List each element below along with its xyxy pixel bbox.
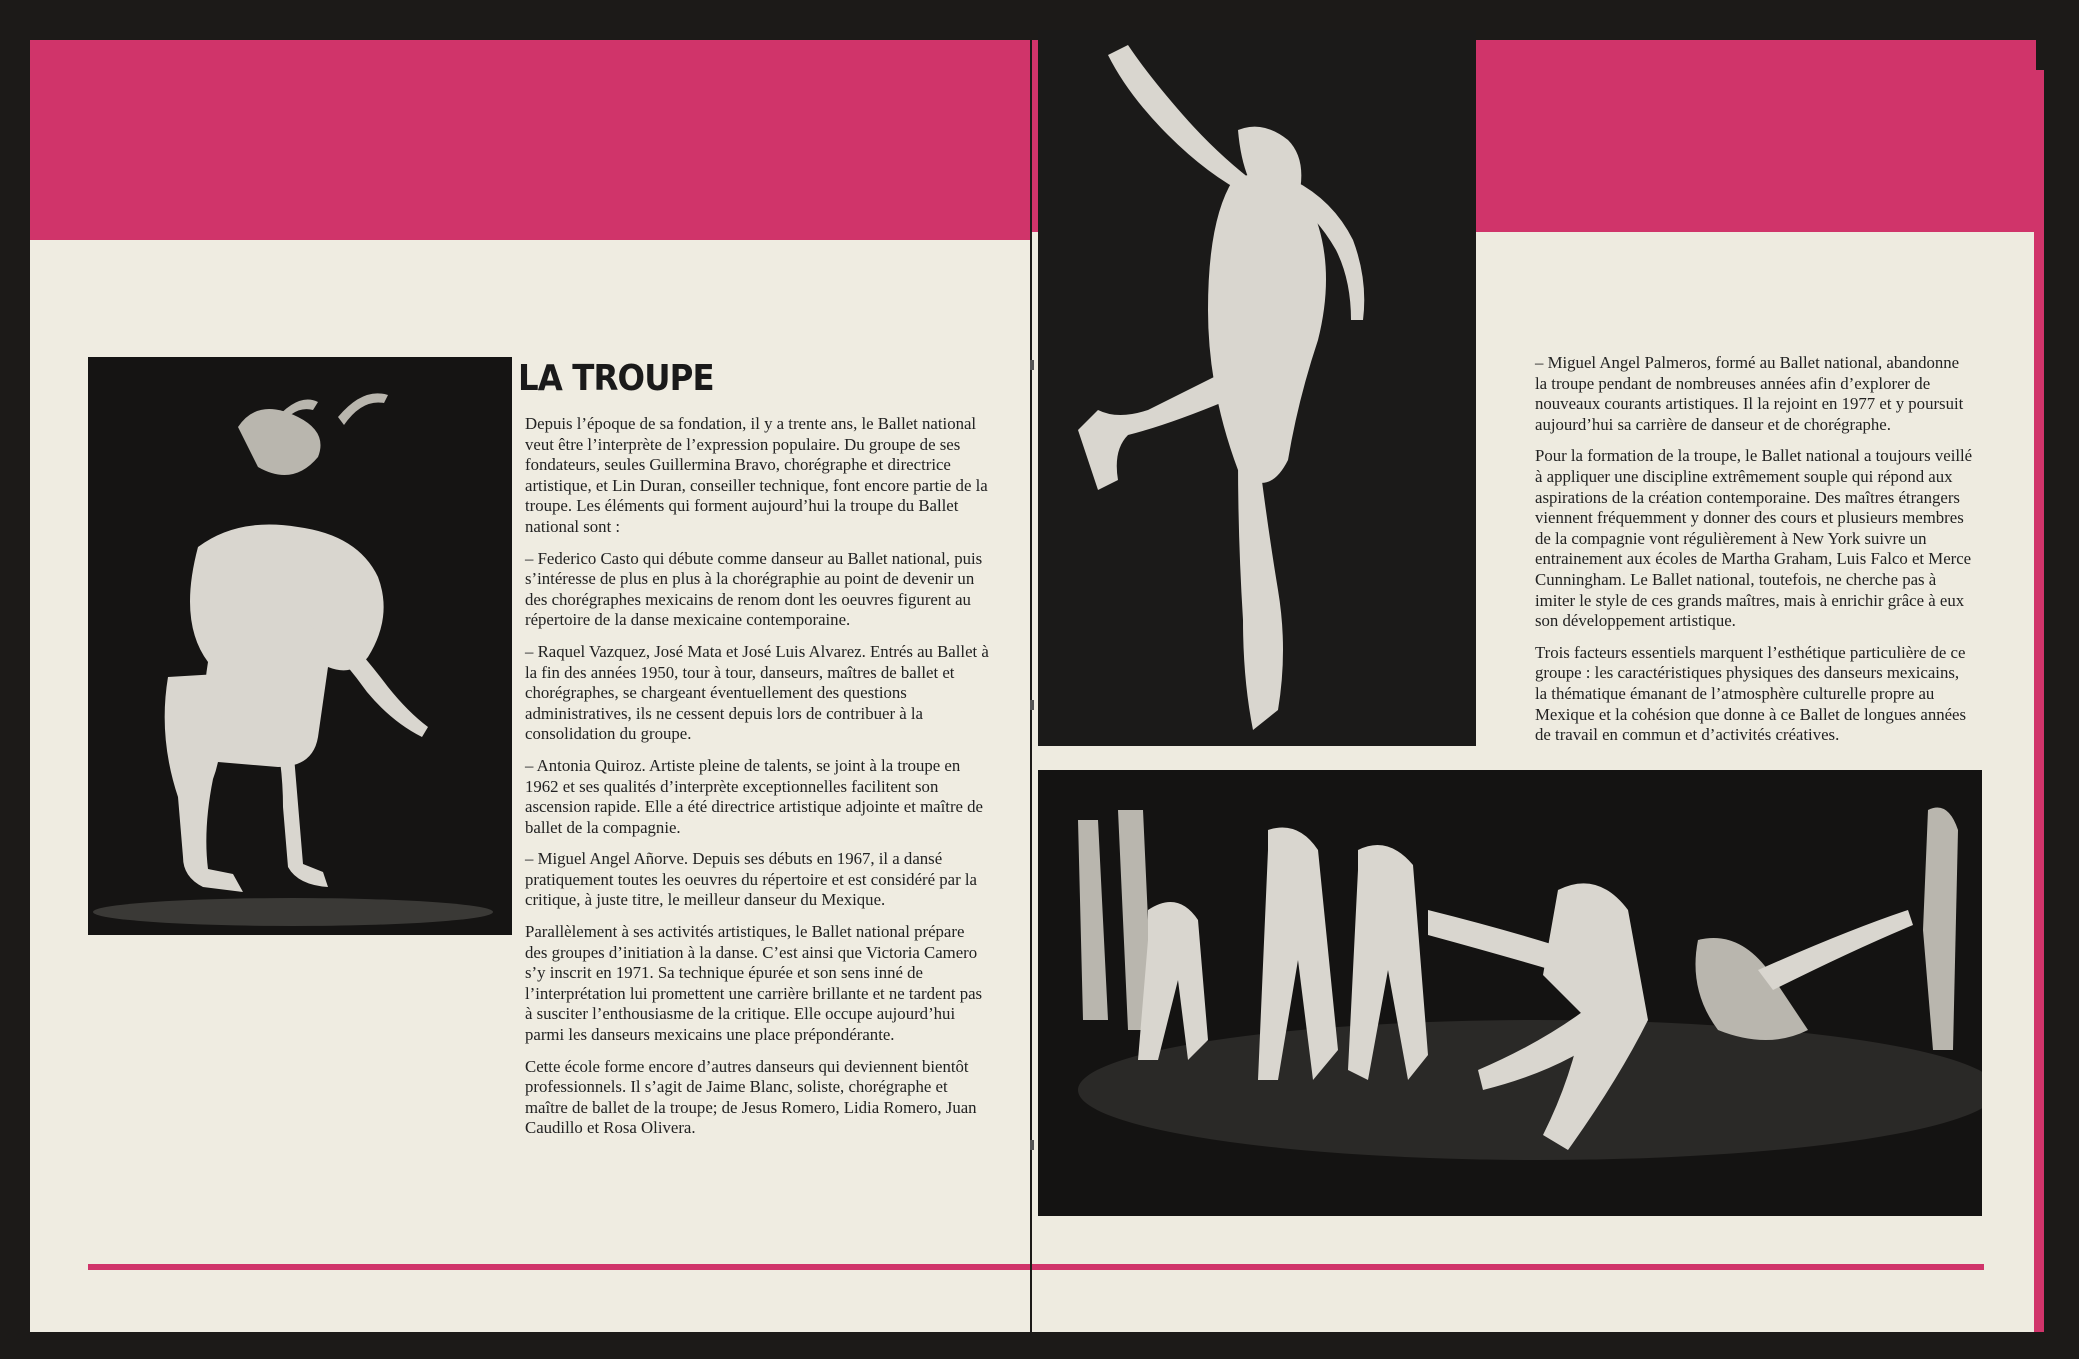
paragraph: – Federico Casto qui débute comme danseur au Ballet national, puis s’intéresse de plus en plus à la chorégraphie au point de devenir un des chorégraphes mexicains de renom dont les oeuvres figurent au répertoire de la danse mexicaine contemporaine.: [525, 548, 983, 630]
paragraph: Trois facteurs essentiels marquent l’esthétique particulière de ce groupe : les caractéristiques physiques des danseurs mexicains, la thématique émanant de l’atmosphère culturelle propre au Mexique et la cohésion que donne à ce Ballet de longues années de travail en commun et d’activités créatives.: [1535, 642, 1967, 745]
paragraph: Pour la formation de la troupe, le Ballet national a toujours veillé à appliquer une discipline extrêmement souple qui répond aux aspirations de la création contemporaine. Des maîtres étrangers viennent fréquemment y donner des cours et plusieurs membres de la compagnie vont régulièrement à New York suivre un entrainement aux écoles de Martha Graham, Luis Falco et Merce Cunningham. Le Ballet national, toutefois, ne cherche pas à imiter le style de ces grands maîtres, mais à enrichir grâce à eux son développement artistique.: [1535, 446, 1973, 631]
paragraph: – Antonia Quiroz. Artiste pleine de talents, se joint à la troupe en 1962 et ses qualités d’interprète exceptionnelles facilitent son ascension rapide. Elle a été directrice artistique adjointe et maître de ballet de la compagnie.: [525, 755, 984, 837]
pink-footer-rule: [1032, 1264, 1984, 1270]
page-edge-strip: [2034, 70, 2044, 1332]
paragraph: Cette école forme encore d’autres danseurs qui deviennent bientôt professionnels. Il s’agit de Jaime Blanc, soliste, chorégraphe et maître de ballet de la troupe; de Jesus Romero, Lidia Romero, Juan Caudillo et Rosa Olivera.: [525, 1056, 977, 1138]
binding-staple: [1030, 360, 1034, 370]
paragraph: Depuis l’époque de sa fondation, il y a trente ans, le Ballet national veut être l’interprète de l’expression populaire. Du groupe de ses fondateurs, seules Guillermina Bravo, chorégraphe et directrice artistique, et Lin Duran, conseiller technique, font encore partie de la troupe. Les éléments qui forment aujourd’hui la troupe du Ballet national sont :: [525, 414, 988, 536]
binding-staple: [1030, 700, 1034, 710]
photo-ensemble: [1038, 770, 1982, 1216]
left-text-column: [525, 414, 990, 1150]
paragraph: – Miguel Angel Palmeros, formé au Ballet national, abandonne la troupe pendant de nombreuses années afin d’explorer de nouveaux courants artistiques. Il la rejoint en 1977 et y poursuit aujourd’hui sa carrière de danseur et de chorégraphe.: [1535, 353, 1964, 434]
binding-staple: [1030, 1140, 1034, 1150]
pink-footer-rule: [88, 1264, 1030, 1270]
article-title: LA TROUPE: [518, 358, 714, 399]
photo-leaping-dancer: [1038, 30, 1476, 746]
photo-dancers-duo: [88, 357, 512, 935]
right-text-column: [1535, 353, 1975, 757]
paragraph: – Miguel Angel Añorve. Depuis ses débuts en 1967, il a dansé pratiquement toutes les oeuvres du répertoire et est considéré par la critique, à juste titre, le meilleur danseur du Mexique.: [525, 849, 977, 910]
pink-header-band: [30, 40, 1030, 240]
paragraph: Parallèlement à ses activités artistiques, le Ballet national prépare des groupes d’initiation à la danse. C’est ainsi que Victoria Camero s’y inscrit en 1971. Sa technique épurée et son sens inné de l’interprétation lui promettent une carrière brillante et ne tardent pas à susciter l’enthousiasme de la critique. Elle occupe aujourd’hui parmi les danseurs mexicains une place prépondérante.: [525, 922, 983, 1045]
paragraph: – Raquel Vazquez, José Mata et José Luis Alvarez. Entrés au Ballet à la fin des années 1950, tour à tour, danseurs, maîtres de ballet et chorégraphes, se chargeant éventuellement des questions administratives, ils ne cessent depuis lors de contribuer à la consolidation du groupe.: [525, 641, 989, 744]
